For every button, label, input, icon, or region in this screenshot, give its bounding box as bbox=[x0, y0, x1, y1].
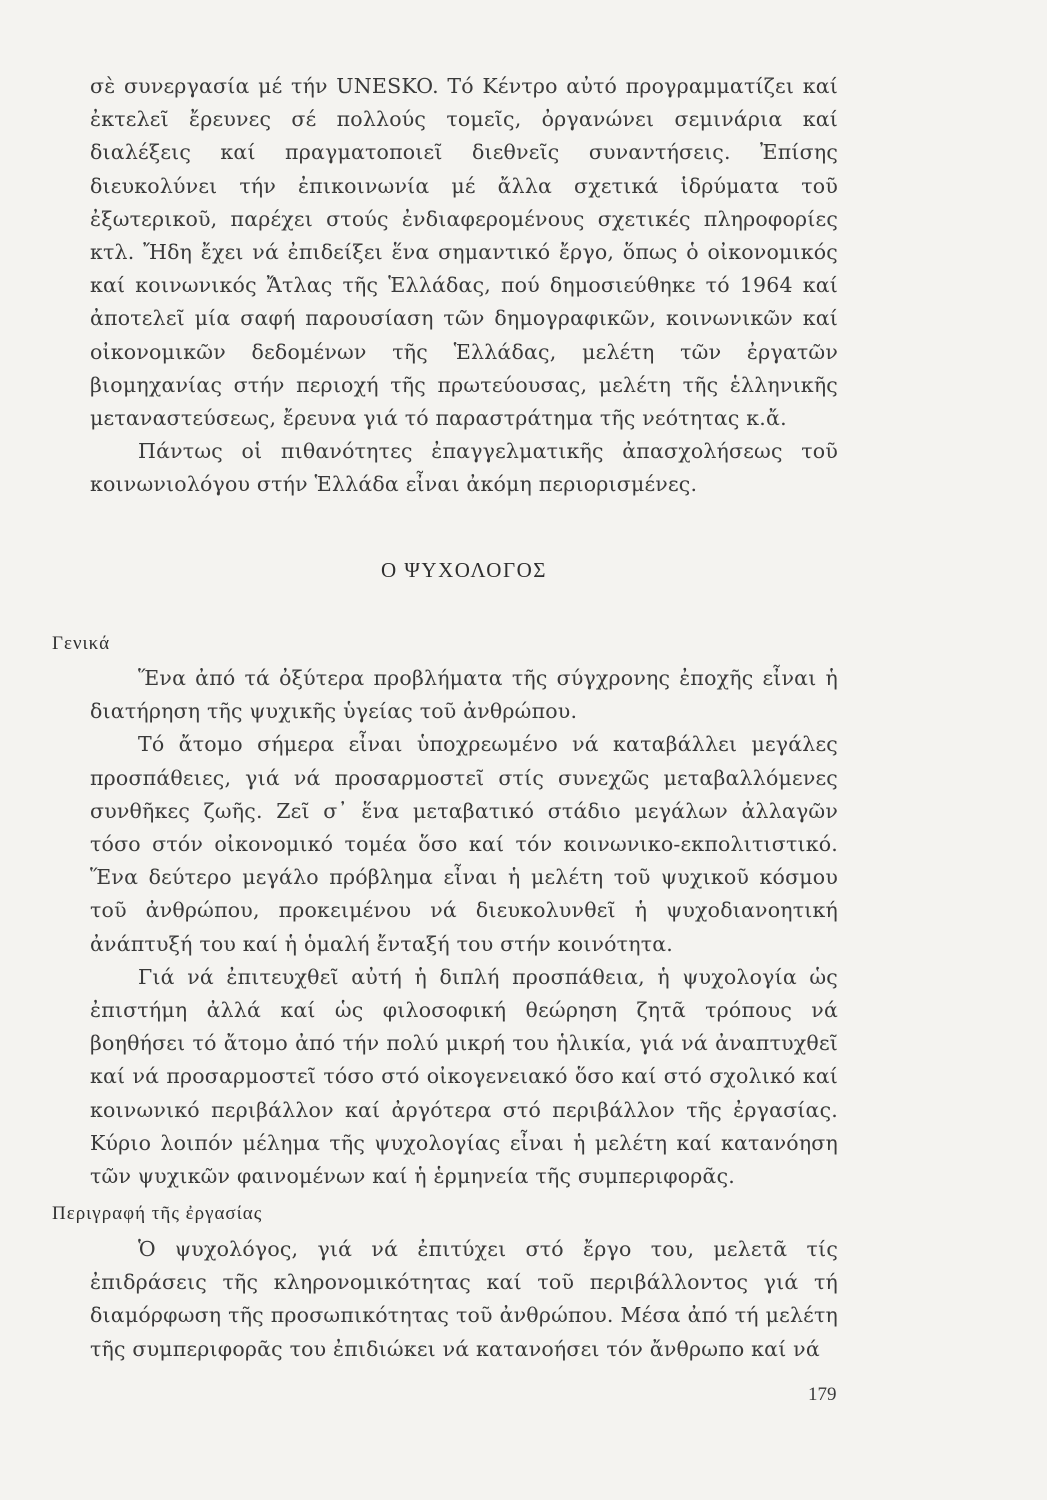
description-heading: Περιγραφή τῆς ἐργασίας bbox=[52, 1203, 263, 1224]
intro-paragraph: σὲ συνεργασία μέ τήν UNESKO. Τό Κέντρο αὐτό προγραμματίζει καί ἐκτελεῖ ἔρευνες σέ πολλούς τομεῖς, ὀργανώνει σεμινάρια καί διαλέξεις καί πραγματοποιεῖ διεθνεῖς συναντήσεις. Ἐπίσης διευκολύνει τήν ἐπικοινωνία μέ ἄλλα σχετικά ἱδρύματα τοῦ ἐξωτερικοῦ, παρέχει στούς ἐνδιαφερομένους σχετικές πληροφορίες κτλ. Ἤδη ἔχει νά ἐπιδείξει ἕνα σημαντικό ἔργο, ὅπως ὁ οἰκονομικός καί κοινωνικός Ἄτλας τῆς Ἑλλάδας, πού δημοσιεύθηκε τό 1964 καί ἀποτελεῖ μία σαφή παρουσίαση τῶν δημογραφικῶν, κοινωνικῶν καί οἰκονομικῶν δεδομένων τῆς Ἑλλάδας, μελέτη τῶν ἐργατῶν βιομηχανίας στήν περιοχή τῆς πρωτεύουσας, μελέτη τῆς ἑλληνικῆς μεταναστεύσεως, ἔρευνα γιά τό παραστράτημα τῆς νεότητας κ.ἄ. bbox=[90, 74, 838, 431]
general-paragraph: Τό ἄτομο σήμερα εἶναι ὑποχρεωμένο νά καταβάλλει μεγάλες προσπάθειες, γιά νά προσαρμοστεῖ στίς συνεχῶς μεταβαλλόμενες συνθῆκες ζωῆς. Ζεῖ σ᾽ ἕνα μεταβατικό στάδιο μεγάλων ἀλλαγῶν τόσο στόν οἰκονομικό τομέα ὅσο καί τόν κοινωνικο-εκπολιτιστικό. Ἕνα δεύτερο μεγάλο πρόβλημα εἶναι ἡ μελέτη τοῦ ψυχικοῦ κόσμου τοῦ ἀνθρώπου, προκειμένου νά διευκολυνθεῖ ἡ ψυχοδιανοητική ἀνάπτυξή του καί ἡ ὁμαλή ἔνταξή του στήν κοινότητα. bbox=[90, 732, 838, 956]
section-title: Ο ΨΥΧΟΛΟΓΟΣ bbox=[381, 558, 547, 582]
intro-paragraph: Πάντως οἱ πιθανότητες ἐπαγγελματικῆς ἀπασχολήσεως τοῦ κοινωνιολόγου στήν Ἑλλάδα εἶναι ἀκόμη περιορισμένες. bbox=[90, 439, 838, 497]
general-heading: Γενικά bbox=[52, 633, 111, 654]
intro-text bbox=[90, 70, 838, 502]
description-paragraph: Ὁ ψυχολόγος, γιά νά ἐπιτύχει στό ἔργο του, μελετᾶ τίς ἐπιδράσεις τῆς κληρονομικότητας καί τοῦ περιβάλλοντος γιά τή διαμόρφωση τῆς προσωπικότητας τοῦ ἀνθρώπου. Μέσα ἀπό τή μελέτη τῆς συμπεριφορᾶς του ἐπιδιώκει νά κατανοήσει τόν ἄνθρωπο καί νά bbox=[90, 1237, 838, 1361]
general-text bbox=[90, 662, 838, 1193]
description-text bbox=[90, 1233, 838, 1366]
general-paragraph: Ἕνα ἀπό τά ὀξύτερα προβλήματα τῆς σύγχρονης ἐποχῆς εἶναι ἡ διατήρηση τῆς ψυχικῆς ὑγείας τοῦ ἀνθρώπου. bbox=[90, 666, 838, 724]
general-paragraph: Γιά νά ἐπιτευχθεῖ αὐτή ἡ διπλή προσπάθεια, ἡ ψυχολογία ὡς ἐπιστήμη ἀλλά καί ὡς φιλοσοφική θεώρηση ζητᾶ τρόπους νά βοηθήσει τό ἄτομο ἀπό τήν πολύ μικρή του ἡλικία, γιά νά ἀναπτυχθεῖ καί νά προσαρμοστεῖ τόσο στό οἰκογενειακό ὅσο καί στό σχολικό καί κοινωνικό περιβάλλον καί ἀργότερα στό περιβάλλον τῆς ἐργασίας. Κύριο λοιπόν μέλημα τῆς ψυχολογίας εἶναι ἡ μελέτη καί κατανόηση τῶν ψυχικῶν φαινομένων καί ἡ ἑρμηνεία τῆς συμπεριφορᾶς. bbox=[90, 964, 838, 1189]
page-number: 179 bbox=[808, 1384, 837, 1405]
